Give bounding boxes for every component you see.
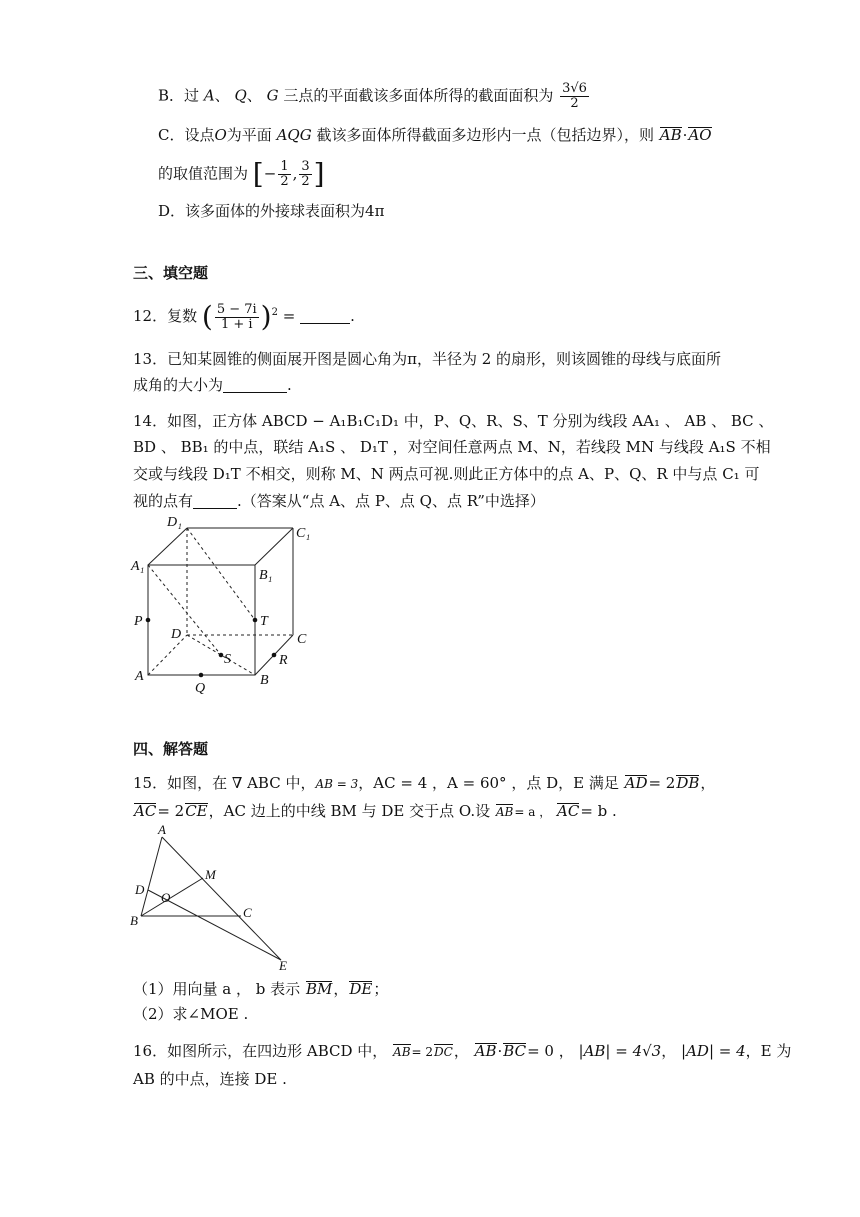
- svg-text:A₁: A₁: [131, 559, 145, 574]
- svg-text:Q: Q: [195, 681, 206, 696]
- segment-a1s: [148, 565, 221, 655]
- svg-text:C: C: [243, 905, 252, 920]
- svg-text:B: B: [260, 673, 269, 688]
- answer-blank[interactable]: [223, 392, 287, 393]
- section-heading: 四、解答题: [133, 740, 209, 758]
- triangle-figure: [125, 822, 300, 972]
- question-16-line2: AB 的中点，连接 DE .: [133, 1070, 287, 1088]
- cube-front-face: [148, 565, 255, 675]
- svg-text:C: C: [297, 632, 307, 647]
- point-s: [219, 653, 224, 658]
- segment-d1t: [187, 528, 255, 620]
- question-15: 15．如图，在 ∇ ABC 中，AB = 3，AC = 4 ，A = 60° ，点 D，E 满足 AD= 2DB，: [133, 774, 716, 792]
- section-heading: 三、填空题: [133, 264, 209, 282]
- option-d: D．该多面体的外接球表面积为4π: [158, 202, 385, 220]
- svg-text:D: D: [135, 882, 145, 897]
- svg-text:D₁: D₁: [167, 515, 182, 530]
- point-q: [199, 673, 204, 678]
- question-13: 13．已知某圆锥的侧面展开图是圆心角为π，半径为 2 的扇形，则该圆锥的母线与底面所: [133, 350, 722, 368]
- question-15-part2: （2）求∠MOE .: [133, 1005, 249, 1023]
- fraction: $\frac{3√6}{2}$: [562, 81, 587, 111]
- svg-text:T: T: [260, 614, 268, 629]
- svg-text:B: B: [130, 913, 138, 928]
- svg-text:M: M: [205, 867, 216, 882]
- point-p: [146, 618, 151, 623]
- svg-text:C₁: C₁: [296, 526, 311, 541]
- question-13-line2: 成角的大小为 .: [133, 376, 292, 394]
- svg-text:A: A: [158, 822, 166, 837]
- svg-text:D: D: [171, 627, 182, 642]
- svg-text:S: S: [224, 652, 231, 667]
- question-15-part1: （1）用向量 a ， b 表示 BM，DE；: [133, 980, 389, 998]
- point-t: [253, 618, 258, 623]
- svg-text:E: E: [279, 958, 287, 972]
- svg-text:A: A: [135, 669, 144, 684]
- answer-blank[interactable]: [300, 323, 350, 324]
- question-16: 16．如图所示，在四边形 ABCD 中， AB= 2DC， AB·BC= 0 ， |AB| = 4√3， |AD| = 4，E 为: [133, 1042, 792, 1060]
- option-c-range: 的取值范围为 [− $\frac{1}{2}$ , $\frac{3}{2}$ ]: [158, 157, 325, 191]
- svg-text:B₁: B₁: [259, 568, 273, 583]
- option-c: C．设点O为平面 AQG 截该多面体所得截面多边形内一点（包括边界），则 AB·AO: [158, 126, 712, 144]
- point-r: [272, 653, 277, 658]
- svg-text:O: O: [161, 890, 171, 905]
- option-b: B．过 A、 Q、 G 三点的平面截该多面体所得的截面面积为 $\frac{3√6}{2}$: [158, 81, 587, 111]
- question-12: 12．复数 ( $\frac{5 - 7i}{1 + i}$ )$^2$ = .: [133, 300, 355, 333]
- svg-text:P: P: [134, 614, 143, 629]
- answer-blank[interactable]: [193, 508, 237, 509]
- question-14: 14．如图，正方体 ABCD − A₁B₁C₁D₁ 中，P、Q、R、S、T 分别为线段 AA₁ 、 AB 、 BC 、: [133, 412, 774, 430]
- cube-figure: [125, 512, 325, 697]
- svg-text:R: R: [279, 653, 288, 668]
